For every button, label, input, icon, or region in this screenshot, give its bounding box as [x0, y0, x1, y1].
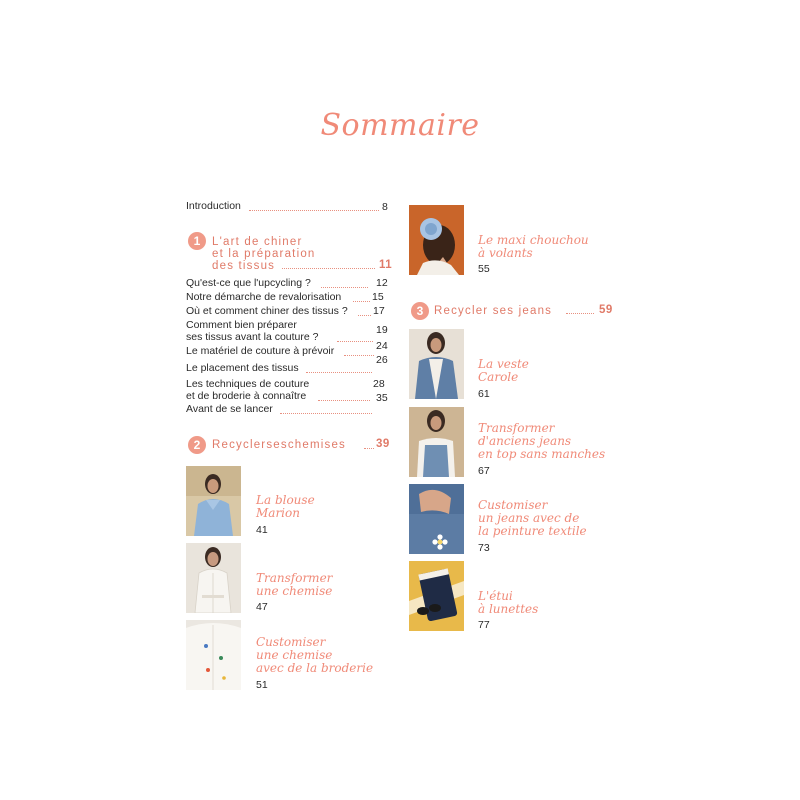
project-title-line[interactable]: un jeans avec de: [478, 511, 580, 525]
leader-dots: [318, 400, 370, 401]
section-page-number: 11: [379, 259, 393, 271]
leader-dots: [344, 355, 374, 356]
section-number-badge: 1: [188, 232, 206, 250]
project-title-line[interactable]: Marion: [256, 506, 300, 520]
section-title[interactable]: Recycler ses jeans: [434, 305, 553, 317]
painted-jeans-photo[interactable]: [409, 484, 464, 554]
page-number: 41: [256, 524, 268, 536]
page-title: Sommaire: [320, 108, 480, 143]
denim-vest-photo[interactable]: [409, 329, 464, 399]
toc-entry[interactable]: Qu'est-ce que l'upcycling ?: [186, 277, 311, 289]
blue-blouse-photo[interactable]: [186, 466, 241, 536]
glasses-case-photo[interactable]: [409, 561, 464, 631]
leader-dots: [321, 287, 368, 288]
section-title[interactable]: Recyclerseschemises: [212, 439, 346, 451]
leader-dots: [364, 448, 374, 449]
project-title-line[interactable]: Le maxi chouchou: [478, 233, 589, 247]
leader-dots: [337, 341, 373, 342]
project-title-line[interactable]: en top sans manches: [478, 447, 606, 461]
project-title-line[interactable]: Carole: [478, 370, 519, 384]
page-number: 15: [372, 291, 384, 303]
project-title-line[interactable]: La veste: [478, 357, 529, 371]
page-number: 61: [478, 388, 490, 400]
project-title-line[interactable]: la peinture textile: [478, 524, 587, 538]
scrunchie-photo[interactable]: [409, 205, 464, 275]
leader-dots: [306, 372, 372, 373]
leader-dots: [358, 315, 371, 316]
page-number: 47: [256, 601, 268, 613]
page-number: 35: [376, 392, 388, 404]
toc-entry[interactable]: Le matériel de couture à prévoir: [186, 345, 335, 357]
toc-entry[interactable]: Les techniques de couture: [186, 378, 310, 390]
page-number: 17: [373, 305, 385, 317]
page-number: 24: [376, 340, 388, 352]
section-title-line[interactable]: des tissus: [212, 260, 276, 272]
project-title-line[interactable]: Transformer: [256, 571, 333, 585]
section-number-badge: 2: [188, 436, 206, 454]
page-number: 67: [478, 465, 490, 477]
leader-dots: [249, 210, 379, 211]
toc-entry[interactable]: Le placement des tissus: [186, 362, 299, 374]
leader-dots: [353, 301, 370, 302]
project-title-line[interactable]: avec de la broderie: [256, 661, 374, 675]
section-page-number: 39: [376, 438, 390, 450]
leader-dots: [280, 413, 372, 414]
page-number: 12: [376, 277, 388, 289]
page-number: 26: [376, 354, 388, 366]
page-number: 19: [376, 324, 388, 336]
embroidered-shirt-photo[interactable]: [186, 620, 241, 690]
project-title-line[interactable]: d'anciens jeans: [478, 434, 572, 448]
leader-dots: [282, 268, 375, 269]
toc-entry[interactable]: Notre démarche de revalorisation: [186, 291, 342, 303]
section-title-line[interactable]: et la préparation: [212, 248, 316, 260]
leader-dots: [566, 313, 594, 314]
page-number: 8: [382, 201, 388, 213]
project-title-line[interactable]: une chemise: [256, 648, 333, 662]
project-title-line[interactable]: à lunettes: [478, 602, 539, 616]
denim-top-photo[interactable]: [409, 407, 464, 477]
project-title-line[interactable]: L'étui: [478, 589, 513, 603]
page-number: 55: [478, 263, 490, 275]
section-page-number: 59: [599, 304, 613, 316]
section-title-line[interactable]: L'art de chiner: [212, 236, 303, 248]
page-number: 51: [256, 679, 268, 691]
toc-entry[interactable]: Où et comment chiner des tissus ?: [186, 305, 348, 317]
toc-entry[interactable]: Avant de se lancer: [186, 403, 273, 415]
project-title-line[interactable]: La blouse: [256, 493, 315, 507]
white-shirt-photo[interactable]: [186, 543, 241, 613]
page-number: 77: [478, 619, 490, 631]
page-number: 73: [478, 542, 490, 554]
project-title-line[interactable]: Transformer: [478, 421, 555, 435]
page-number: 28: [373, 378, 385, 390]
section-number-badge: 3: [411, 302, 429, 320]
toc-entry[interactable]: ses tissus avant la couture ?: [186, 331, 319, 343]
toc-entry[interactable]: et de broderie à connaître: [186, 390, 307, 402]
project-title-line[interactable]: à volants: [478, 246, 533, 260]
project-title-line[interactable]: Customiser: [256, 635, 326, 649]
toc-entry[interactable]: Comment bien préparer: [186, 319, 297, 331]
toc-entry-introduction[interactable]: Introduction: [186, 200, 241, 212]
project-title-line[interactable]: une chemise: [256, 584, 333, 598]
project-title-line[interactable]: Customiser: [478, 498, 548, 512]
